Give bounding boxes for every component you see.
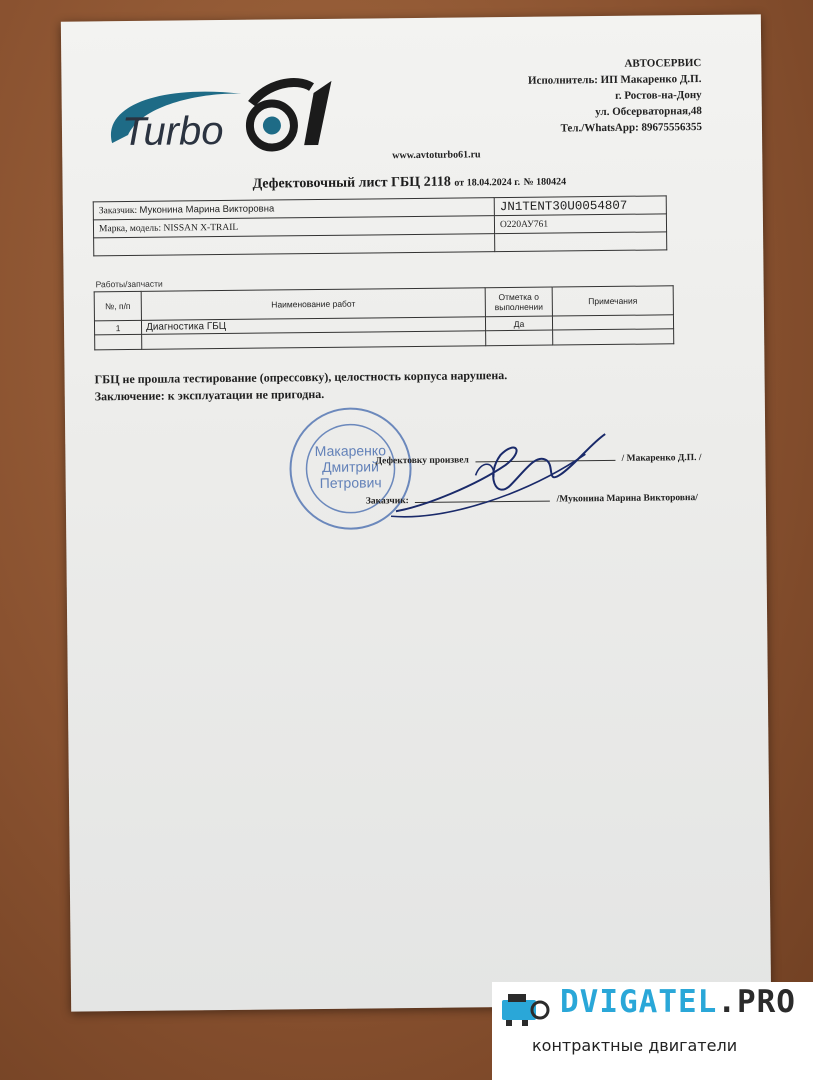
street: ул. Обсерваторная,48 bbox=[595, 104, 702, 119]
handwritten-signature bbox=[385, 414, 616, 526]
customer-sign-label: Заказчик: bbox=[365, 496, 409, 507]
model-value: NISSAN X-TRAIL bbox=[163, 222, 239, 234]
header-name: Наименование работ bbox=[141, 288, 485, 321]
conclusion bbox=[94, 367, 507, 405]
brand-suffix: .PRO bbox=[717, 984, 796, 1020]
performer-label: Дефектовку произвел bbox=[375, 455, 469, 467]
watermark-subtitle: контрактные двигатели bbox=[532, 1036, 738, 1055]
customer-label: Заказчик: bbox=[98, 205, 138, 217]
row-notes bbox=[552, 315, 673, 330]
phone: Тел./WhatsApp: 89675556355 bbox=[560, 120, 703, 135]
title-date: от 18.04.2024 г. bbox=[454, 176, 521, 189]
executor: Исполнитель: ИП Макаренко Д.П. bbox=[527, 72, 702, 87]
model-label: Марка, модель: bbox=[98, 223, 162, 234]
title-number: № 180424 bbox=[523, 176, 567, 188]
title-main: Дефектовочный лист ГБЦ 2118 bbox=[252, 174, 451, 192]
empty-cell bbox=[94, 234, 495, 256]
conclusion-line1: ГБЦ не прошла тестирование (опрессовку), целостность корпуса нарушена. bbox=[94, 368, 508, 387]
logo-text: Turbo bbox=[121, 108, 224, 155]
website: www.avtoturbo61.ru bbox=[392, 149, 481, 162]
customer-name: Муконина Марина Викторовна bbox=[139, 203, 275, 216]
customer-sign-name: /Муконина Марина Викторовна/ bbox=[556, 493, 698, 505]
watermark bbox=[492, 982, 813, 1080]
header-done: Отметка о выполнении bbox=[485, 287, 552, 317]
document-title bbox=[252, 173, 566, 192]
company-type: АВТОСЕРВИС bbox=[624, 56, 702, 70]
conclusion-line2: Заключение: к эксплуатации не пригодна. bbox=[94, 386, 325, 404]
vin-cell: JN1TENT30U0054807 bbox=[494, 196, 666, 216]
turbo61-logo bbox=[91, 63, 362, 166]
company-info bbox=[528, 55, 702, 137]
works-table bbox=[94, 285, 675, 350]
watermark-brand bbox=[560, 984, 796, 1020]
row-done: Да bbox=[485, 316, 552, 331]
stamp-name1: Макаренко bbox=[314, 442, 387, 460]
header-num: №, п/п bbox=[94, 291, 141, 320]
works-caption: Работы/запчасти bbox=[95, 278, 163, 290]
brand-main: DVIGATEL bbox=[560, 984, 718, 1020]
engine-icon bbox=[498, 990, 550, 1030]
stamp-name2: Дмитрий bbox=[322, 458, 379, 475]
plate-cell: О220АУ761 bbox=[494, 214, 666, 234]
stamp-name3: Петрович bbox=[319, 474, 382, 492]
empty-cell bbox=[495, 232, 667, 252]
row-num: 1 bbox=[94, 320, 141, 334]
city: г. Ростов-на-Дону bbox=[615, 88, 702, 102]
info-table bbox=[93, 195, 668, 256]
row-name: Диагностика ГБЦ bbox=[141, 317, 485, 335]
document-sheet bbox=[61, 14, 771, 1011]
header-notes: Примечания bbox=[552, 286, 673, 316]
performer-name: / Макаренко Д.П. / bbox=[621, 453, 702, 464]
